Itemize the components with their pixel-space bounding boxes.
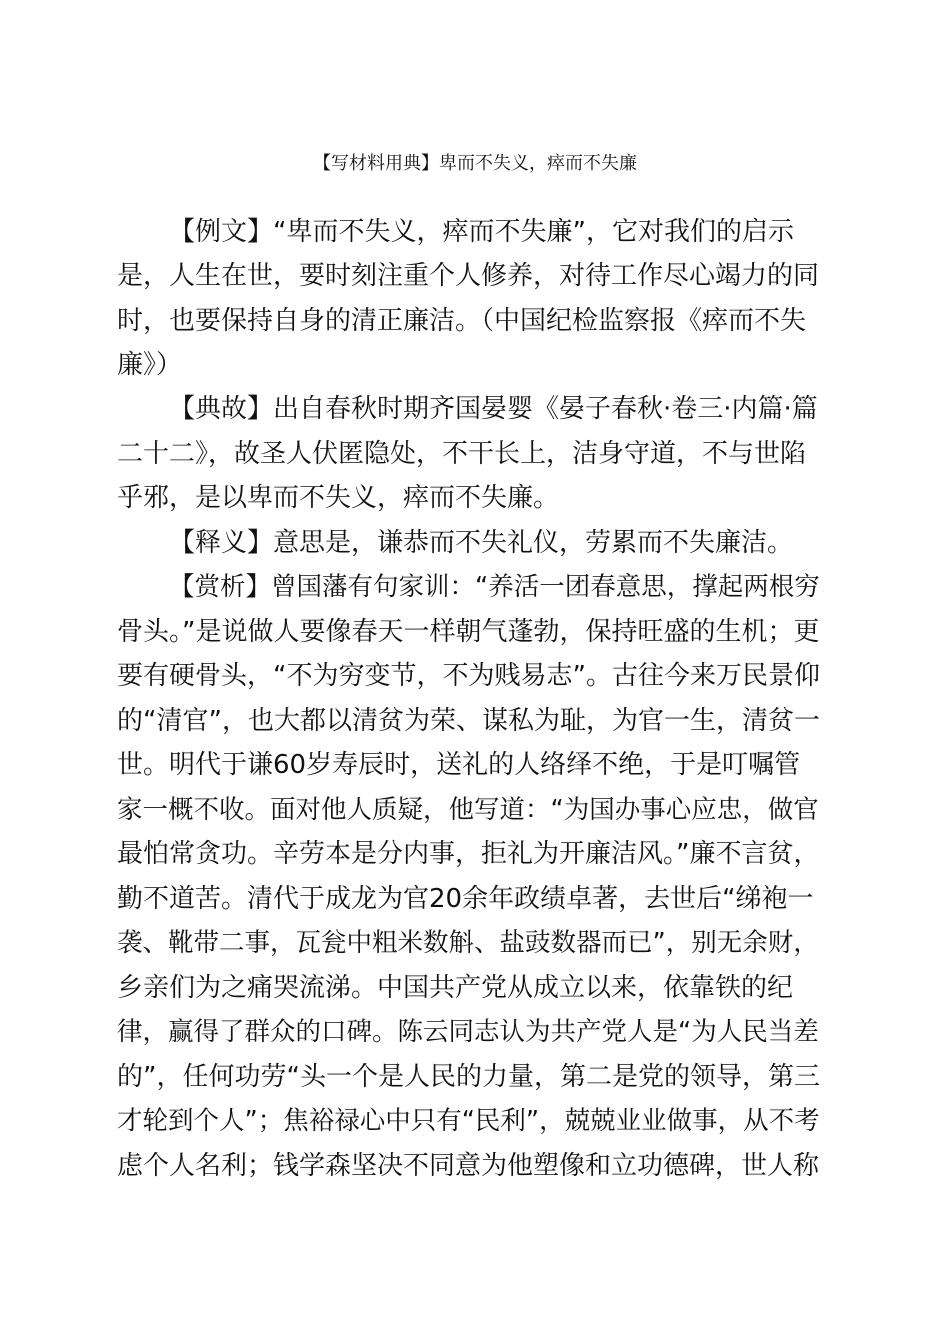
page-title: 【写材料用典】卑而不失义，瘁而不失廉 — [313, 153, 637, 174]
paragraph-line: 家一概不收。面对他人质疑，他写道：“为国办事心应忠，做官 — [117, 795, 819, 825]
paragraph-line: 虑个人名利；钱学森坚决不同意为他塑像和立功德碑，世人称 — [117, 1151, 820, 1181]
paragraph-line: 廉》） — [117, 350, 183, 380]
paragraph-line: 时，也要保持自身的清正廉洁。（中国纪检监察报《瘁而不失 — [117, 306, 807, 336]
paragraph-line: 的”，任何功劳“头一个是人民的力量，第二是党的领导，第三 — [117, 1062, 820, 1092]
paragraph-line: 袭、靴带二事，瓦瓮中粗米数斛、盐豉数器而已”，别无余财， — [117, 928, 819, 958]
paragraph-line: 勤不道苦。清代于成龙为官20余年政绩卓著，去世后“绨袍一 — [117, 884, 814, 914]
paragraph-line: 【释义】意思是，谦恭而不失礼仪，劳累而不失廉洁。 — [169, 528, 794, 558]
paragraph-line: 二十二》，故圣人伏匿隐处，不干长上，洁身守道，不与世陷 — [117, 439, 807, 469]
paragraph-line: 乎邪，是以卑而不失义，瘁而不失廉。 — [117, 483, 560, 513]
paragraph-line: 律，赢得了群众的口碑。陈云同志认为共产党人是“为人民当差 — [117, 1017, 819, 1047]
paragraph-line: 【典故】出自春秋时期齐国晏婴《晏子春秋·卷三·内篇·篇 — [169, 394, 818, 424]
paragraph-line: 骨头。”是说做人要像春天一样朝气蓬勃，保持旺盛的生机；更 — [117, 617, 820, 647]
paragraph-line: 的“清官”，也大都以清贫为荣、谋私为耻，为官一生，清贫一 — [117, 706, 820, 736]
paragraph-line: 世。明代于谦60岁寿辰时，送礼的人络绎不绝，于是叮嘱管 — [117, 750, 801, 780]
paragraph-line: 最怕常贪功。辛劳本是分内事，拒礼为开廉洁风。”廉不言贫， — [117, 839, 820, 869]
paragraph-line: 【赏析】曾国藩有句家训：“养活一团春意思，撑起两根穷 — [169, 572, 820, 602]
paragraph-line: 【例文】“卑而不失义，瘁而不失廉”，它对我们的启示 — [169, 217, 794, 247]
paragraph-line: 要有硬骨头，“不为穷变节，不为贱易志”。古往今来万民景仰 — [117, 661, 820, 691]
paragraph-line: 才轮到个人”；焦裕禄心中只有“民利”，兢兢业业做事，从不考 — [117, 1106, 820, 1136]
paragraph-line: 是，人生在世，要时刻注重个人修养，对待工作尽心竭力的同 — [117, 261, 820, 291]
paragraph-line: 乡亲们为之痛哭流涕。中国共产党从成立以来，依靠铁的纪 — [117, 973, 794, 1003]
